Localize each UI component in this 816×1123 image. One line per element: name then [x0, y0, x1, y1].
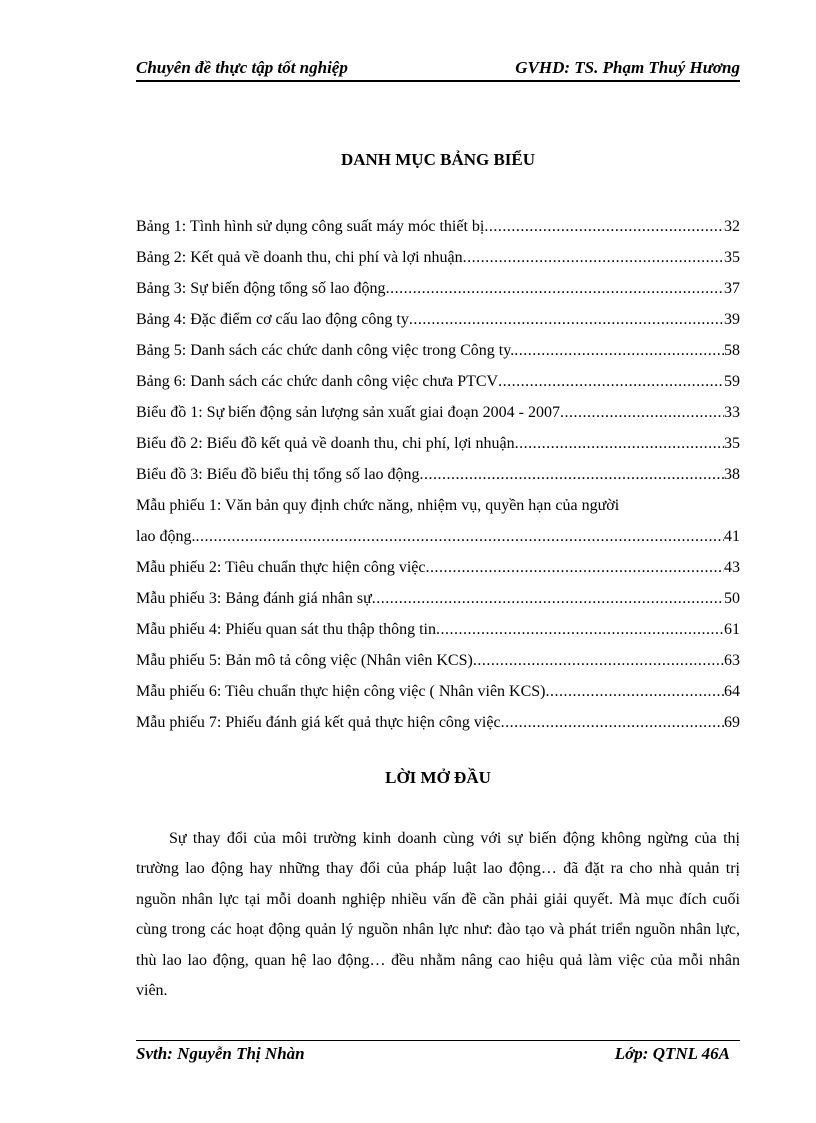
toc-entry[interactable]: lao động. ..... 41 [136, 528, 740, 559]
header-divider [136, 80, 740, 82]
table-of-contents [136, 218, 740, 745]
toc-entry[interactable]: Bảng 3: Sự biến động tổng số lao động ..... 37 [136, 280, 740, 311]
toc-entry[interactable]: Mẫu phiếu 6: Tiêu chuẩn thực hiện công việc ( Nhân viên KCS) ..... 64 [136, 683, 740, 714]
toc-entry[interactable]: Bảng 1: Tình hình sử dụng công suất máy móc thiết bị ..... 32 [136, 218, 740, 249]
intro-paragraph: Sự thay đổi của môi trường kinh doanh cùng với sự biến động không ngừng của thị trường lao động hay những thay đổi của pháp luật lao động… đã đặt ra cho nhà quản trị nguồn nhân lực tại mỗi doanh nghiệp nhiều vấn đề cần phải giải quyết. Mà mục đích cuối cùng trong các hoạt động quản lý nguồn nhân lực như: đào tạo và phát triển nguồn nhân lực, thù lao lao động, quan hệ lao động… đều nhằm nâng cao hiệu quả làm việc của mỗi nhân viên. [136, 830, 740, 1000]
toc-entry[interactable]: Mẫu phiếu 5: Bản mô tả công việc (Nhân viên KCS) ..... 63 [136, 652, 740, 683]
page-footer [136, 1040, 740, 1068]
footer-class: Lớp: QTNL 46A [614, 1044, 730, 1063]
intro-title: LỜI MỞ ĐẦU [385, 768, 491, 787]
toc-entry-line1[interactable]: Mẫu phiếu 1: Văn bản quy định chức năng, nhiệm vụ, quyền hạn của người [136, 497, 620, 514]
page-header [136, 58, 740, 82]
toc-entry[interactable]: Bảng 5: Danh sách các chức danh công việc trong Công ty. ..... 58 [136, 342, 740, 373]
toc-entry[interactable]: Biểu đồ 2: Biểu đồ kết quả về doanh thu, chi phí, lợi nhuận ..... 35 [136, 435, 740, 466]
toc-entry[interactable]: Bảng 2: Kết quả về doanh thu, chi phí và lợi nhuận ..... 35 [136, 249, 740, 280]
toc-entry[interactable]: Mẫu phiếu 2: Tiêu chuẩn thực hiện công việc ..... 43 [136, 559, 740, 590]
toc-entry[interactable]: Bảng 4: Đặc điểm cơ cấu lao động công ty ..... 39 [136, 311, 740, 342]
toc-entry[interactable]: Bảng 6: Danh sách các chức danh công việc chưa PTCV ..... 59 [136, 373, 740, 404]
toc-title: DANH MỤC BẢNG BIỂU [340, 150, 536, 169]
toc-entry[interactable]: Biểu đồ 1: Sự biến động sản lượng sản xuất giai đoạn 2004 - 2007 ..... 33 [136, 404, 740, 435]
toc-entry[interactable]: Mẫu phiếu 3: Bảng đánh giá nhân sự ..... 50 [136, 590, 740, 621]
toc-entry[interactable]: Mẫu phiếu 7: Phiếu đánh giá kết quả thực hiện công việc ..... 69 [136, 714, 740, 745]
header-report-title: Chuyên đề thực tập tốt nghiệp [136, 58, 348, 77]
header-supervisor: GVHD: TS. Phạm Thuý Hương [515, 58, 740, 77]
footer-divider [136, 1040, 740, 1041]
toc-entry[interactable]: Mẫu phiếu 4: Phiếu quan sát thu thập thông tin ..... 61 [136, 621, 740, 652]
footer-student-name: Svth: Nguyễn Thị Nhàn [136, 1044, 305, 1063]
toc-entry[interactable]: Biểu đồ 3: Biểu đồ biểu thị tổng số lao động ..... 38 [136, 466, 740, 497]
